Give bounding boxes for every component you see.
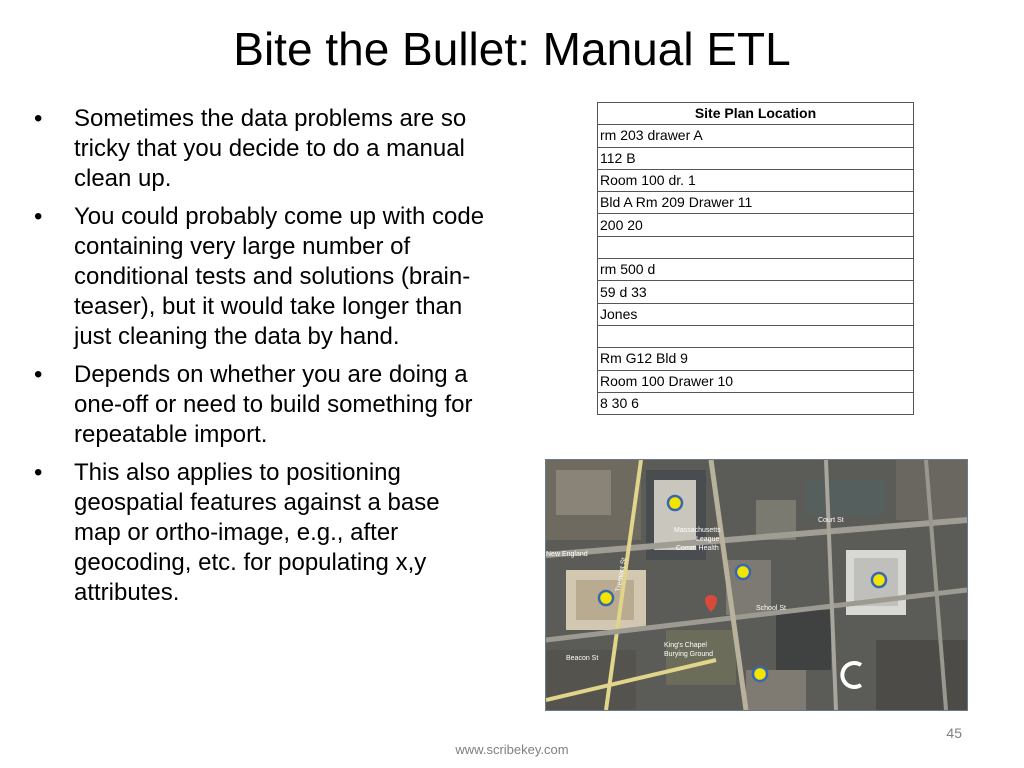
table-cell: Room 100 Drawer 10 bbox=[598, 370, 914, 392]
site-plan-table bbox=[597, 102, 914, 415]
aerial-map-image bbox=[545, 459, 968, 711]
table-row bbox=[598, 125, 914, 147]
table-cell bbox=[598, 325, 914, 347]
table-cell: 8 30 6 bbox=[598, 392, 914, 414]
map-label: Beacon St bbox=[566, 655, 599, 662]
feature-marker[interactable] bbox=[736, 565, 750, 579]
bullet-dot-icon: • bbox=[34, 459, 43, 486]
bullet-text: You could probably come up with code containing very large number of conditional tests and solutions (brain-teaser), but it would take longer than just cleaning the data by hand. bbox=[74, 203, 485, 350]
table-row bbox=[598, 348, 914, 370]
bullet-item bbox=[32, 458, 492, 608]
table-cell: 112 B bbox=[598, 147, 914, 169]
table-cell: rm 500 d bbox=[598, 259, 914, 281]
table-row bbox=[598, 214, 914, 236]
table-cell: Jones bbox=[598, 303, 914, 325]
map-label: Massachusetts bbox=[674, 527, 721, 534]
feature-marker[interactable] bbox=[668, 496, 682, 510]
table-cell bbox=[598, 236, 914, 258]
feature-marker[interactable] bbox=[599, 591, 613, 605]
table-row bbox=[598, 169, 914, 191]
table-header-cell: Site Plan Location bbox=[598, 103, 914, 125]
bullet-text: This also applies to positioning geospatial features against a base map or ortho-image, e.g., after geocoding, etc. for populating x,y attributes. bbox=[74, 459, 440, 606]
feature-marker[interactable] bbox=[872, 573, 886, 587]
bullet-item bbox=[32, 360, 492, 450]
table-cell: rm 203 drawer A bbox=[598, 125, 914, 147]
table-cell: Bld A Rm 209 Drawer 11 bbox=[598, 192, 914, 214]
bullet-item bbox=[32, 202, 492, 352]
map-label: Court St bbox=[818, 517, 844, 524]
table-row bbox=[598, 147, 914, 169]
table-cell: 59 d 33 bbox=[598, 281, 914, 303]
table-row bbox=[598, 259, 914, 281]
bullet-dot-icon: • bbox=[34, 105, 43, 132]
table-row bbox=[598, 392, 914, 414]
table-header-row bbox=[598, 103, 914, 125]
table-row bbox=[598, 281, 914, 303]
bullet-item bbox=[32, 104, 492, 194]
map-label: Burying Ground bbox=[664, 651, 714, 658]
page-number: 45 bbox=[946, 725, 962, 741]
table-row bbox=[598, 192, 914, 214]
table-cell: Room 100 dr. 1 bbox=[598, 169, 914, 191]
table-cell: Rm G12 Bld 9 bbox=[598, 348, 914, 370]
map-label: Tremont St bbox=[615, 557, 628, 593]
table-row bbox=[598, 303, 914, 325]
table-row bbox=[598, 325, 914, 347]
map-label: King's Chapel bbox=[664, 642, 707, 649]
bullet-text: Depends on whether you are doing a one-off or need to build something for repeatable import. bbox=[74, 361, 473, 448]
map-label: Comm Health bbox=[676, 545, 719, 552]
footer-url: www.scribekey.com bbox=[455, 742, 569, 757]
slide-title: Bite the Bullet: Manual ETL bbox=[233, 23, 791, 75]
map-label: New England bbox=[546, 551, 588, 558]
table-row bbox=[598, 236, 914, 258]
bullet-dot-icon: • bbox=[34, 203, 43, 230]
map-label: League bbox=[696, 536, 720, 543]
bullet-dot-icon: • bbox=[34, 361, 43, 388]
bullet-list bbox=[32, 104, 492, 616]
bullet-text: Sometimes the data problems are so tricky that you decide to do a manual clean up. bbox=[74, 105, 467, 192]
feature-marker[interactable] bbox=[753, 667, 767, 681]
map-label: School St bbox=[756, 605, 786, 612]
map-svg bbox=[546, 460, 967, 710]
table-cell: 200 20 bbox=[598, 214, 914, 236]
table-row bbox=[598, 370, 914, 392]
